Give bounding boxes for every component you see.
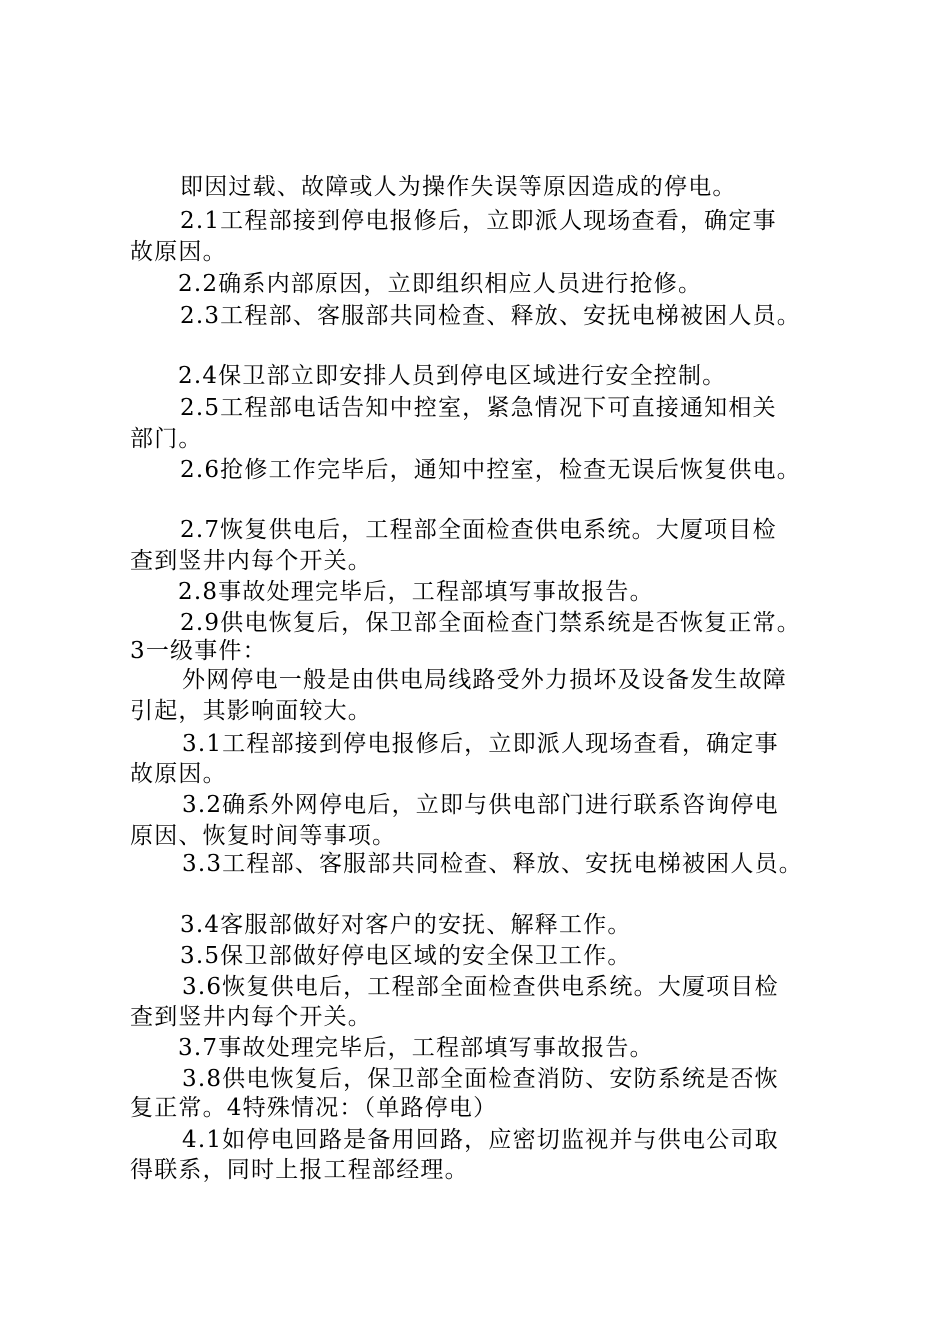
text-line: 2.5工程部电话告知中控室，紧急情况下可直接通知相关: [180, 395, 777, 421]
text-line: 3.1工程部接到停电报修后，立即派人现场查看，确定事: [182, 731, 779, 757]
text-line: 复正常。4特殊情况：（单路停电）: [130, 1095, 498, 1121]
text-line: 即因过载、故障或人为操作失误等原因造成的停电。: [180, 174, 737, 200]
section-heading: 3一级事件：: [130, 638, 267, 664]
text-line: 2.2确系内部原因，立即组织相应人员进行抢修。: [178, 271, 703, 297]
text-line: 引起，其影响面较大。: [130, 698, 372, 724]
text-line: 4.1如停电回路是备用回路，应密切监视并与供电公司取: [182, 1127, 779, 1153]
text-line: 得联系，同时上报工程部经理。: [130, 1157, 469, 1183]
text-line: 3.4客服部做好对客户的安抚、解释工作。: [180, 912, 632, 938]
text-line: 2.3工程部、客服部共同检查、释放、安抚电梯被困人员。: [180, 303, 801, 329]
text-line: 3.8供电恢复后，保卫部全面检查消防、安防系统是否恢: [182, 1066, 779, 1092]
text-line: 2.7恢复供电后，工程部全面检查供电系统。大厦项目检: [180, 517, 777, 543]
text-line: 故原因。: [130, 239, 227, 265]
text-line: 外网停电一般是由供电局线路受外力损坏及设备发生故障: [182, 667, 787, 693]
text-line: 3.3工程部、客服部共同检查、释放、安抚电梯被困人员。: [182, 851, 803, 877]
text-line: 2.6抢修工作完毕后，通知中控室，检查无误后恢复供电。: [180, 457, 801, 483]
text-line: 3.6恢复供电后，工程部全面检查供电系统。大厦项目检: [182, 974, 779, 1000]
text-line: 3.5保卫部做好停电区域的安全保卫工作。: [180, 943, 632, 969]
text-line: 3.2确系外网停电后，立即与供电部门进行联系咨询停电: [182, 792, 779, 818]
text-line: 2.4保卫部立即安排人员到停电区域进行安全控制。: [178, 363, 727, 389]
text-line: 原因、恢复时间等事项。: [130, 823, 397, 849]
text-line: 部门。: [130, 426, 203, 452]
text-line: 2.8事故处理完毕后，工程部填写事故报告。: [178, 579, 654, 605]
text-line: 2.1工程部接到停电报修后，立即派人现场查看，确定事: [180, 208, 777, 234]
text-line: 故原因。: [130, 761, 227, 787]
text-line: 查到竖井内每个开关。: [130, 1004, 372, 1030]
text-line: 查到竖井内每个开关。: [130, 548, 372, 574]
text-line: 3.7事故处理完毕后，工程部填写事故报告。: [178, 1035, 654, 1061]
text-line: 2.9供电恢复后，保卫部全面检查门禁系统是否恢复正常。: [180, 610, 801, 636]
